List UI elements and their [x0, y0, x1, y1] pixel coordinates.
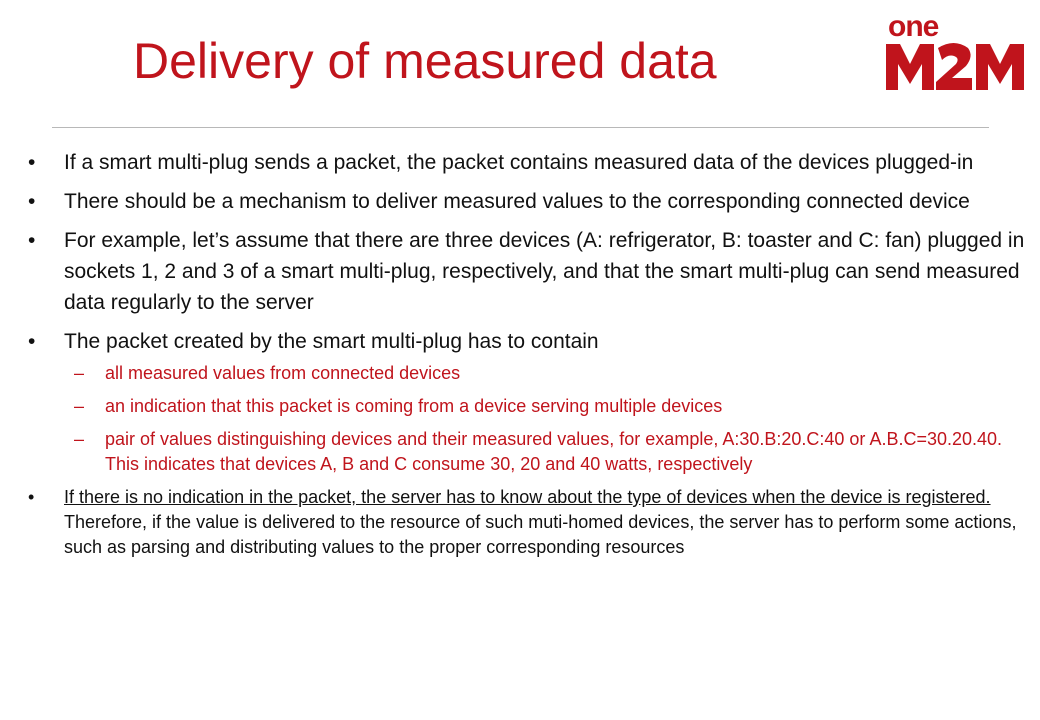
bullet-marker: •	[28, 190, 36, 213]
bullet-marker: •	[28, 229, 36, 252]
bullet-item	[28, 225, 1028, 318]
dash-marker: –	[74, 363, 85, 383]
logo-one-text: one	[888, 10, 939, 43]
bullet-item	[28, 186, 1028, 217]
logo-m2m-mark	[884, 38, 1026, 92]
sub-bullet-item	[28, 394, 1028, 419]
slide-body	[28, 147, 1028, 568]
title-divider	[52, 127, 989, 128]
dash-marker: –	[74, 429, 85, 449]
bullet-marker: •	[28, 151, 36, 174]
bullet-item	[28, 147, 1028, 178]
sub-bullet-item	[28, 361, 1028, 386]
bullet-text: For example, let’s assume that there are three devices (A: refrigerator, B: toaster and C: fan) plugged in sockets 1, 2 and 3 of a smart multi-plug, respectively, and that the smart multi-plug can send measured data regularly to the server	[64, 229, 1025, 314]
sub-bullet-text: an indication that this packet is coming from a device serving multiple devices	[105, 396, 723, 416]
sub-bullet-text: pair of values distinguishing devices and their measured values, for example, A:30.B:20.C:40 or A.B.C=30.20.40. This indicates that devices A, B and C consume 30, 20 and 40 watts, respectively	[105, 429, 1003, 474]
sub-bullet-text: all measured values from connected devices	[105, 363, 461, 383]
bullet-text: If a smart multi-plug sends a packet, the packet contains measured data of the devices plugged-in	[64, 151, 974, 174]
slide-title: Delivery of measured data	[133, 33, 717, 89]
sub-bullet-item	[28, 427, 1028, 477]
bullet-text: There should be a mechanism to deliver measured values to the corresponding connected device	[64, 190, 970, 213]
bullet-marker: •	[28, 330, 36, 353]
bullet-text: Therefore, if the value is delivered to the resource of such muti-homed devices, the server has to perform some actions, such as parsing and distributing values to the proper corresponding resources	[64, 512, 1017, 557]
bullet-text: The packet created by the smart multi-plug has to contain	[64, 330, 599, 353]
dash-marker: –	[74, 396, 85, 416]
underlined-text: If there is no indication in the packet, the server has to know about the type of devices when the device is registered.	[64, 487, 991, 507]
bullet-item	[28, 326, 1028, 357]
bullet-marker: •	[28, 487, 35, 507]
bullet-item	[28, 485, 1028, 560]
onem2m-logo	[884, 12, 1026, 92]
